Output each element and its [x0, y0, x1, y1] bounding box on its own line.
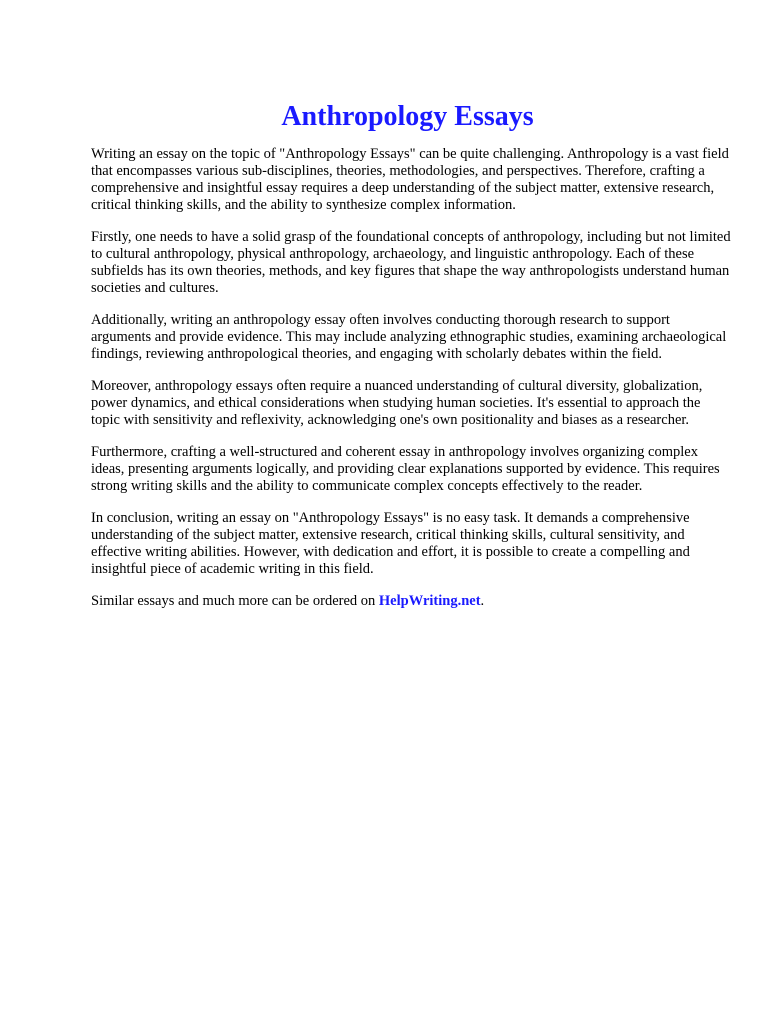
closing-paragraph	[91, 593, 731, 610]
paragraph-5: Furthermore, crafting a well-structured and coherent essay in anthropology involves organizing complex ideas, presenting arguments logically, and providing clear explanations supported by evidence. This requires strong writing skills and the ability to communicate complex concepts effectively to the reader.	[91, 444, 720, 494]
document-body	[91, 146, 731, 625]
paragraph-2: Firstly, one needs to have a solid grasp of the foundational concepts of anthropology, including but not limited to cultural anthropology, physical anthropology, archaeology, and linguistic anthropology. Each of these subfields has its own theories, methods, and key figures that shape the way anthropologists understand human societies and cultures.	[91, 229, 731, 296]
closing-prefix: Similar essays and much more can be ordered on	[91, 593, 379, 609]
paragraph-4: Moreover, anthropology essays often require a nuanced understanding of cultural diversity, globalization, power dynamics, and ethical considerations when studying human societies. It's essential to approach the topic with sensitivity and reflexivity, acknowledging one's own positionality and biases as a researcher.	[91, 378, 703, 428]
paragraph-1: Writing an essay on the topic of "Anthropology Essays" can be quite challenging. Anthropology is a vast field that encompasses various sub-disciplines, theories, methodologies, and perspectives. Therefore, crafting a comprehensive and insightful essay requires a deep understanding of the subject matter, extensive research, critical thinking skills, and the ability to synthesize complex information.	[91, 146, 729, 213]
paragraph-6: In conclusion, writing an essay on "Anthropology Essays" is no easy task. It demands a comprehensive understanding of the subject matter, extensive research, critical thinking skills, cultural sensitivity, and effective writing abilities. However, with dedication and effort, it is possible to create a compelling and insightful piece of academic writing in this field.	[91, 510, 690, 577]
closing-suffix: .	[480, 593, 485, 609]
document-title: Anthropology Essays	[281, 100, 534, 132]
paragraph-3: Additionally, writing an anthropology essay often involves conducting thorough research to support arguments and provide evidence. This may include analyzing ethnographic studies, examining archaeological findings, reviewing anthropological theories, and engaging with scholarly debates within the field.	[91, 312, 727, 362]
helpwriting-link[interactable]: HelpWriting.net	[378, 593, 481, 609]
